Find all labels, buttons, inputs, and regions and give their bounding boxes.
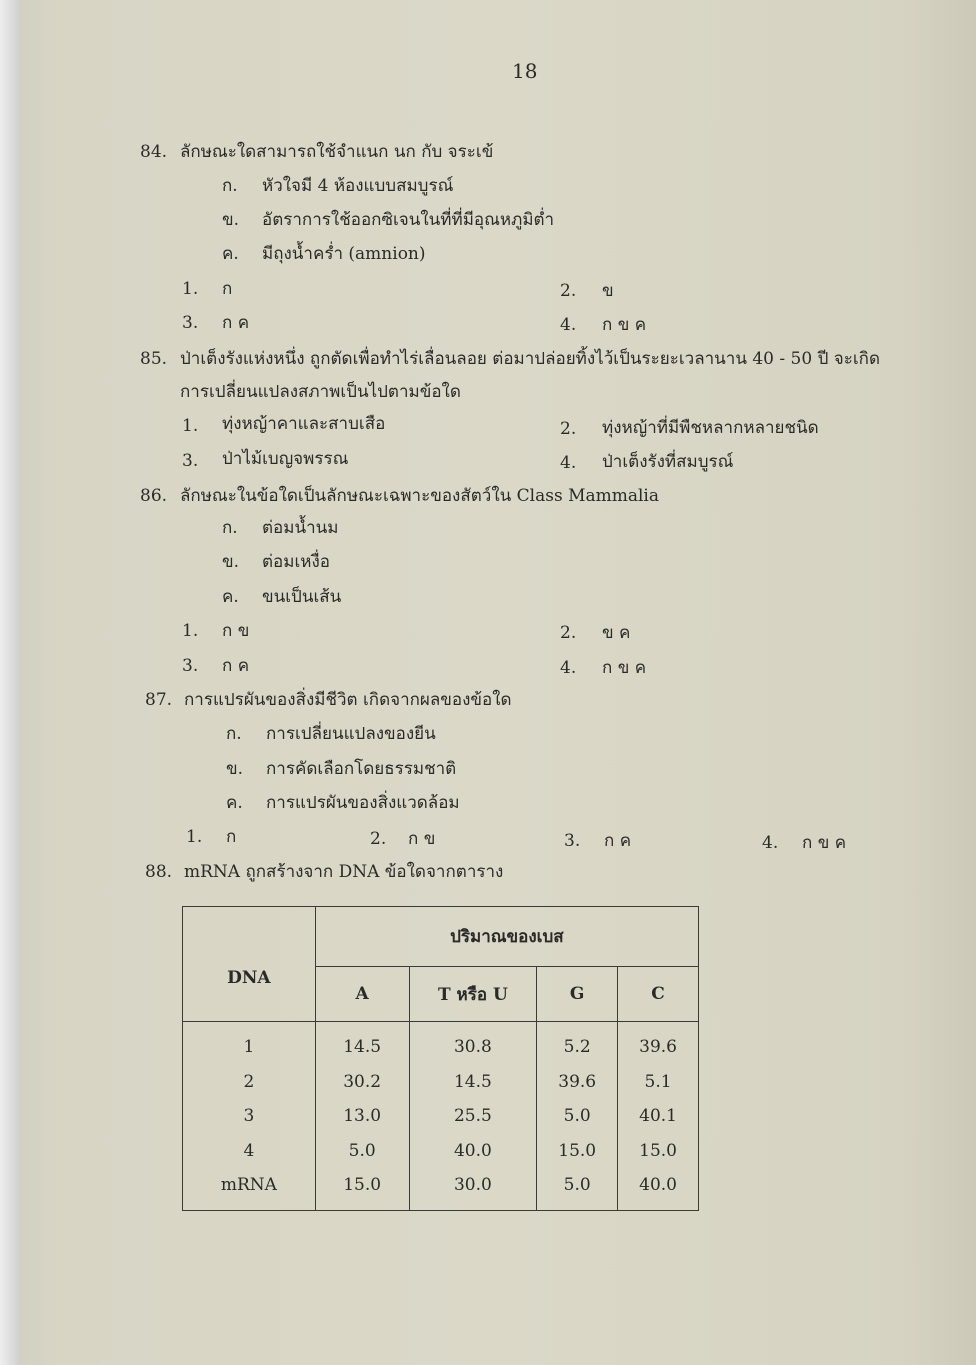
row-label: mRNA bbox=[220, 1175, 277, 1195]
table-cell: 30.8 bbox=[453, 1037, 492, 1057]
q86-choice-num: 1. bbox=[182, 621, 199, 641]
q84-choice-num: 1. bbox=[182, 279, 199, 299]
table-cell: 5.1 bbox=[644, 1071, 672, 1092]
q85-choice-text: ป่าไม้เบญจพรรณ bbox=[222, 449, 349, 469]
q84-choice-num: 2. bbox=[560, 281, 577, 301]
column-header-c: C bbox=[618, 967, 699, 1022]
q86-item-text: ต่อมเหงื่อ bbox=[262, 552, 330, 572]
q86-choice-text: ก ข ค bbox=[602, 658, 647, 678]
q87-item-text: การคัดเลือกโดยธรรมชาติ bbox=[266, 759, 457, 779]
table-cell: 30.2 bbox=[343, 1071, 382, 1092]
column-header-t-or-u: T หรือ U bbox=[409, 967, 537, 1022]
q87-choice-text: ก ค bbox=[604, 831, 632, 851]
table-cell: 13.0 bbox=[343, 1106, 382, 1126]
q84-number: 84. bbox=[140, 142, 168, 162]
table-cell: 15.0 bbox=[343, 1175, 382, 1195]
row-label: 1 bbox=[243, 1037, 255, 1057]
q86-number: 86. bbox=[140, 486, 168, 506]
q87-choice-num: 2. bbox=[370, 829, 387, 849]
q86-choice-num: 2. bbox=[560, 623, 577, 643]
q85-text-line2: การเปลี่ยนแปลงสภาพเป็นไปตามข้อใด bbox=[180, 382, 461, 402]
q84-choice-text: ก ข ค bbox=[602, 315, 647, 335]
q85-choice-text: ทุ่งหญ้าคาและสาบเสือ bbox=[222, 414, 386, 434]
q86-choice-text: ก ข bbox=[222, 621, 250, 641]
table-cell: 40.0 bbox=[639, 1175, 677, 1195]
q84-choice-text: ก ค bbox=[222, 313, 250, 333]
q84-item-text: อัตราการใช้ออกซิเจนในที่ที่มีอุณหภูมิต่ำ bbox=[262, 210, 555, 230]
table-cell: 25.5 bbox=[453, 1106, 492, 1126]
q87-choice-num: 1. bbox=[186, 827, 203, 847]
table-group-header: ปริมาณของเบส bbox=[315, 907, 698, 967]
table-cell: 39.6 bbox=[558, 1071, 597, 1092]
q88-number: 88. bbox=[145, 862, 173, 882]
q84-choice-num: 3. bbox=[182, 313, 199, 333]
q85-choice-num: 3. bbox=[182, 451, 199, 471]
q84-item-label: ก. bbox=[222, 176, 238, 196]
q84-item-label: ข. bbox=[222, 210, 240, 230]
q86-choice-num: 3. bbox=[182, 656, 199, 676]
q84-item-text: มีถุงน้ำคร่ำ (amnion) bbox=[262, 244, 426, 264]
q84-choice-text: ข bbox=[602, 281, 614, 301]
q87-choice-num: 3. bbox=[564, 831, 581, 851]
q85-choice-num: 2. bbox=[560, 419, 577, 439]
q87-item-label: ข. bbox=[226, 759, 244, 779]
table-cell: 15.0 bbox=[639, 1140, 677, 1161]
column-header-g: G bbox=[537, 967, 618, 1022]
column-t-or-u-values bbox=[409, 1022, 537, 1211]
table-cell: 5.0 bbox=[563, 1106, 591, 1126]
q85-number: 85. bbox=[140, 349, 168, 369]
q87-number: 87. bbox=[145, 690, 173, 710]
q85-choice-num: 1. bbox=[182, 416, 199, 436]
q87-choice-text: ก ข ค bbox=[802, 833, 847, 853]
q86-item-text: ต่อมน้ำนม bbox=[262, 518, 339, 538]
q87-choice-num: 4. bbox=[762, 833, 779, 853]
table-cell: 40.1 bbox=[639, 1106, 677, 1126]
q85-choice-text: ทุ่งหญ้าที่มีพืชหลากหลายชนิด bbox=[602, 418, 819, 438]
q84-choice-text: ก bbox=[222, 279, 233, 299]
column-a-values bbox=[315, 1022, 409, 1211]
table-cell: 14.5 bbox=[453, 1071, 492, 1092]
q86-choice-text: ข ค bbox=[602, 623, 631, 643]
table-cell: 39.6 bbox=[639, 1037, 677, 1057]
table-cell: 30.0 bbox=[453, 1175, 492, 1195]
q86-item-label: ข. bbox=[222, 552, 240, 572]
q85-choice-num: 4. bbox=[560, 453, 577, 473]
q85-text-line1: ป่าเต็งรังแห่งหนึ่ง ถูกตัดเพื่อทำไร่เลื่อนลอย ต่อมาปล่อยทิ้งไว้เป็นระยะเวลานาน 40 - 50 ปี จะเกิด bbox=[180, 349, 881, 369]
table-row-header: DNA bbox=[183, 907, 316, 1022]
q87-item-text: การแปรผันของสิ่งแวดล้อม bbox=[266, 793, 460, 813]
q86-item-label: ค. bbox=[222, 587, 239, 607]
q87-text: การแปรผันของสิ่งมีชีวิต เกิดจากผลของข้อใด bbox=[184, 690, 512, 710]
row-labels-column bbox=[183, 1022, 316, 1211]
q84-item-text: หัวใจมี 4 ห้องแบบสมบูรณ์ bbox=[262, 176, 454, 196]
table-cell: 5.0 bbox=[563, 1175, 591, 1195]
q86-item-text: ขนเป็นเส้น bbox=[262, 587, 342, 607]
q87-item-text: การเปลี่ยนแปลงของยีน bbox=[266, 724, 436, 744]
q86-item-label: ก. bbox=[222, 518, 238, 538]
q87-item-label: ก. bbox=[226, 724, 242, 744]
column-header-a: A bbox=[315, 967, 409, 1022]
q86-choice-num: 4. bbox=[560, 658, 577, 678]
row-label: 4 bbox=[243, 1140, 255, 1161]
q87-choice-text: ก ข bbox=[408, 829, 436, 849]
table-cell: 40.0 bbox=[453, 1140, 492, 1161]
table-cell: 14.5 bbox=[343, 1037, 382, 1057]
row-label: 3 bbox=[243, 1106, 255, 1126]
q84-text: ลักษณะใดสามารถใช้จำแนก นก กับ จระเข้ bbox=[180, 142, 494, 162]
column-c-values bbox=[618, 1022, 699, 1211]
q85-choice-text: ป่าเต็งรังที่สมบูรณ์ bbox=[602, 452, 734, 472]
table-cell: 5.0 bbox=[348, 1140, 376, 1161]
page-number: 18 bbox=[512, 59, 538, 83]
q84-choice-num: 4. bbox=[560, 315, 577, 335]
column-g-values bbox=[537, 1022, 618, 1211]
q84-item-label: ค. bbox=[222, 244, 239, 264]
q86-text: ลักษณะในข้อใดเป็นลักษณะเฉพาะของสัตว์ใน Class Mammalia bbox=[180, 486, 660, 506]
page-edge bbox=[0, 0, 20, 1365]
q87-choice-text: ก bbox=[226, 827, 237, 847]
q88-text: mRNA ถูกสร้างจาก DNA ข้อใดจากตาราง bbox=[184, 862, 504, 882]
table-cell: 15.0 bbox=[558, 1140, 597, 1161]
table-cell: 5.2 bbox=[563, 1037, 591, 1057]
q87-item-label: ค. bbox=[226, 793, 243, 813]
q86-choice-text: ก ค bbox=[222, 656, 250, 676]
base-amount-table bbox=[182, 906, 699, 1211]
row-label: 2 bbox=[243, 1071, 255, 1092]
